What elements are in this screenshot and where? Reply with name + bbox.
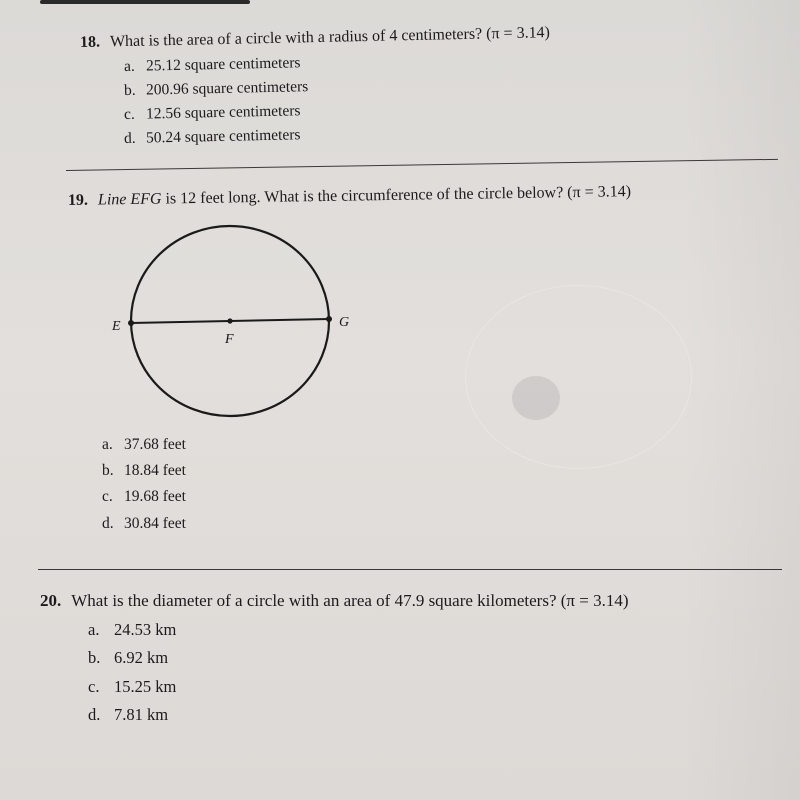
question-20-text: What is the diameter of a circle with an area of 47.9 square kilometers? (π = 3.14) [71,591,629,610]
choice-text: 37.68 feet [124,436,186,453]
choice-text: 15.25 km [114,677,177,696]
question-20-choice-c[interactable] [88,677,176,697]
choice-letter: a. [102,436,113,453]
choice-text: 7.81 km [114,705,169,724]
choice-letter: c. [123,105,135,123]
point-g [326,316,332,322]
choice-text: 30.84 feet [124,515,186,532]
choice-text: 24.53 km [114,620,177,639]
question-20-choice-b[interactable] [88,648,168,668]
choice-letter: d. [88,705,101,724]
point-e [128,320,134,326]
circle-diagram [100,220,360,425]
question-20-number: 20. [40,591,62,610]
choice-letter: b. [102,462,114,479]
choice-text: 200.96 square centimeters [145,78,309,99]
question-19 [68,183,631,210]
choice-letter: b. [88,648,101,667]
question-20 [40,591,628,611]
label-f: F [225,332,234,347]
divider-1 [66,159,778,171]
top-edge-line [40,0,250,4]
choice-text: 18.84 feet [124,462,186,479]
choice-text: 50.24 square centimeters [145,126,301,147]
choice-letter: a. [88,620,100,639]
choice-letter: c. [88,677,100,696]
question-19-line-name: Line EFG [97,190,162,209]
choice-letter: d. [102,515,114,532]
choice-letter: d. [123,129,136,147]
question-19-text: is 12 feet long. What is the circumference of the circle below? (π = 3.14) [161,183,632,208]
question-20-choice-d[interactable] [88,705,168,725]
question-18-choice-d[interactable] [124,126,301,148]
question-19-choice-d[interactable] [102,515,186,533]
choice-letter: b. [123,81,136,99]
choice-text: 19.68 feet [124,488,186,505]
question-18-choice-a[interactable] [124,54,301,76]
label-g: G [339,315,350,330]
choice-letter: a. [123,57,135,75]
question-18-choice-c[interactable] [124,102,301,124]
label-e: E [112,319,121,334]
question-18-text: What is the area of a circle with a radius of 4 centimeters? (π = 3.14) [109,24,551,51]
question-18-choice-b[interactable] [124,78,309,100]
question-18 [80,24,550,52]
page-shadow [680,0,800,800]
question-19-choice-b[interactable] [102,462,186,480]
choice-text: 25.12 square centimeters [145,54,301,75]
choice-letter: c. [102,488,113,505]
bleed-through-circle [465,285,692,469]
point-f [227,318,232,323]
question-19-number: 19. [67,191,89,209]
question-18-number: 18. [79,33,101,51]
choice-text: 12.56 square centimeters [145,102,301,123]
question-20-choice-a[interactable] [88,620,176,640]
divider-2 [38,569,782,570]
question-19-choice-c[interactable] [102,488,186,506]
choice-text: 6.92 km [114,648,169,667]
bleed-through-dot [512,376,560,420]
question-19-choice-a[interactable] [102,436,186,454]
